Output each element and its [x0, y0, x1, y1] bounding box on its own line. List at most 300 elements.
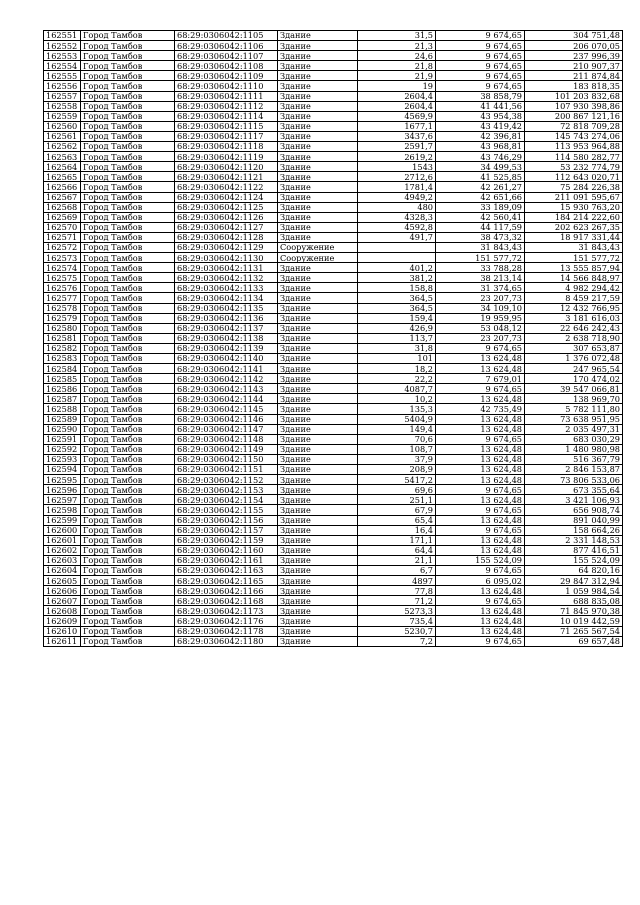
city-cell: Город Тамбов	[81, 434, 175, 444]
area-cell: 108,7	[358, 444, 436, 454]
row-number: 162553	[44, 51, 81, 61]
row-number: 162574	[44, 263, 81, 273]
row-number: 162573	[44, 253, 81, 263]
rate-cell: 38 858,79	[436, 91, 525, 101]
city-cell: Город Тамбов	[81, 202, 175, 212]
city-cell: Город Тамбов	[81, 142, 175, 152]
row-number: 162601	[44, 535, 81, 545]
value-cell: 18 917 331,44	[525, 232, 623, 242]
area-cell: 4949,2	[358, 192, 436, 202]
row-number: 162551	[44, 31, 81, 41]
city-cell: Город Тамбов	[81, 465, 175, 475]
area-cell: 5230,7	[358, 626, 436, 636]
area-cell: 22,2	[358, 374, 436, 384]
rate-cell: 13 624,48	[436, 394, 525, 404]
rate-cell: 41 441,56	[436, 101, 525, 111]
object-type-cell: Здание	[278, 152, 358, 162]
area-cell: 77,8	[358, 586, 436, 596]
object-type-cell: Здание	[278, 81, 358, 91]
rate-cell: 31 374,65	[436, 283, 525, 293]
value-cell: 2 638 718,90	[525, 333, 623, 343]
row-number: 162589	[44, 414, 81, 424]
rate-cell: 13 624,48	[436, 364, 525, 374]
rate-cell: 13 624,48	[436, 606, 525, 616]
value-cell: 656 908,74	[525, 505, 623, 515]
city-cell: Город Тамбов	[81, 212, 175, 222]
area-cell: 70,6	[358, 434, 436, 444]
table-row	[44, 222, 623, 232]
value-cell: 8 459 217,59	[525, 293, 623, 303]
cadastral-number-cell: 68:29:0306042:1122	[175, 182, 278, 192]
cadastral-number-cell: 68:29:0306042:1143	[175, 384, 278, 394]
value-cell: 69 657,48	[525, 636, 623, 646]
value-cell: 3 421 106,93	[525, 495, 623, 505]
object-type-cell: Здание	[278, 283, 358, 293]
rate-cell: 13 624,48	[436, 616, 525, 626]
object-type-cell: Здание	[278, 343, 358, 353]
table-row	[44, 333, 623, 343]
rate-cell: 33 788,28	[436, 263, 525, 273]
value-cell: 4 982 294,42	[525, 283, 623, 293]
object-type-cell: Здание	[278, 475, 358, 485]
object-type-cell: Здание	[278, 273, 358, 283]
city-cell: Город Тамбов	[81, 343, 175, 353]
object-type-cell: Здание	[278, 535, 358, 545]
cadastral-number-cell: 68:29:0306042:1126	[175, 212, 278, 222]
city-cell: Город Тамбов	[81, 263, 175, 273]
city-cell: Город Тамбов	[81, 313, 175, 323]
city-cell: Город Тамбов	[81, 525, 175, 535]
rate-cell: 34 499,53	[436, 162, 525, 172]
city-cell: Город Тамбов	[81, 323, 175, 333]
table-row	[44, 495, 623, 505]
value-cell: 891 040,99	[525, 515, 623, 525]
table-row	[44, 263, 623, 273]
value-cell: 114 580 282,77	[525, 152, 623, 162]
area-cell: 18,2	[358, 364, 436, 374]
value-cell: 71 265 567,54	[525, 626, 623, 636]
table-row	[44, 242, 623, 252]
cadastral-number-cell: 68:29:0306042:1159	[175, 535, 278, 545]
object-type-cell: Здание	[278, 525, 358, 535]
rate-cell: 9 674,65	[436, 41, 525, 51]
city-cell: Город Тамбов	[81, 444, 175, 454]
rate-cell: 155 524,09	[436, 555, 525, 565]
row-number: 162575	[44, 273, 81, 283]
row-number: 162585	[44, 374, 81, 384]
cadastral-number-cell: 68:29:0306042:1111	[175, 91, 278, 101]
row-number: 162557	[44, 91, 81, 101]
area-cell: 171,1	[358, 535, 436, 545]
object-type-cell: Здание	[278, 354, 358, 364]
area-cell: 101	[358, 354, 436, 364]
city-cell: Город Тамбов	[81, 565, 175, 575]
object-type-cell: Здание	[278, 202, 358, 212]
value-cell: 12 432 766,95	[525, 303, 623, 313]
object-type-cell: Здание	[278, 162, 358, 172]
value-cell: 1 059 984,54	[525, 586, 623, 596]
cadastral-number-cell: 68:29:0306042:1121	[175, 172, 278, 182]
object-type-cell: Здание	[278, 364, 358, 374]
row-number: 162571	[44, 232, 81, 242]
city-cell: Город Тамбов	[81, 414, 175, 424]
cadastral-number-cell: 68:29:0306042:1138	[175, 333, 278, 343]
area-cell: 401,2	[358, 263, 436, 273]
object-type-cell: Здание	[278, 303, 358, 313]
rate-cell: 53 048,12	[436, 323, 525, 333]
cadastral-number-cell: 68:29:0306042:1110	[175, 81, 278, 91]
area-cell: 2604,4	[358, 91, 436, 101]
area-cell: 21,3	[358, 41, 436, 51]
cadastral-number-cell: 68:29:0306042:1176	[175, 616, 278, 626]
table-row	[44, 555, 623, 565]
table-row	[44, 142, 623, 152]
rate-cell: 9 674,65	[436, 636, 525, 646]
row-number: 162581	[44, 333, 81, 343]
object-type-cell: Здание	[278, 263, 358, 273]
cadastral-number-cell: 68:29:0306042:1150	[175, 454, 278, 464]
area-cell: 2712,6	[358, 172, 436, 182]
cadastral-number-cell: 68:29:0306042:1141	[175, 364, 278, 374]
city-cell: Город Тамбов	[81, 626, 175, 636]
city-cell: Город Тамбов	[81, 273, 175, 283]
cadastral-number-cell: 68:29:0306042:1151	[175, 465, 278, 475]
city-cell: Город Тамбов	[81, 616, 175, 626]
table-row	[44, 111, 623, 121]
city-cell: Город Тамбов	[81, 61, 175, 71]
rate-cell: 13 624,48	[436, 454, 525, 464]
row-number: 162593	[44, 454, 81, 464]
value-cell: 101 203 832,68	[525, 91, 623, 101]
area-cell	[358, 242, 436, 252]
rate-cell: 13 624,48	[436, 515, 525, 525]
cadastral-number-cell: 68:29:0306042:1109	[175, 71, 278, 81]
row-number: 162563	[44, 152, 81, 162]
city-cell: Город Тамбов	[81, 111, 175, 121]
city-cell: Город Тамбов	[81, 41, 175, 51]
cadastral-number-cell: 68:29:0306042:1168	[175, 596, 278, 606]
table-row	[44, 313, 623, 323]
rate-cell: 42 261,27	[436, 182, 525, 192]
area-cell: 4087,7	[358, 384, 436, 394]
row-number: 162565	[44, 172, 81, 182]
city-cell: Город Тамбов	[81, 485, 175, 495]
cadastral-number-cell: 68:29:0306042:1156	[175, 515, 278, 525]
cadastral-number-cell: 68:29:0306042:1165	[175, 576, 278, 586]
row-number: 162606	[44, 586, 81, 596]
city-cell: Город Тамбов	[81, 596, 175, 606]
table-row	[44, 535, 623, 545]
city-cell: Город Тамбов	[81, 333, 175, 343]
table-row	[44, 596, 623, 606]
area-cell: 31,8	[358, 343, 436, 353]
area-cell: 71,2	[358, 596, 436, 606]
table-row	[44, 485, 623, 495]
city-cell: Город Тамбов	[81, 424, 175, 434]
area-cell: 2591,7	[358, 142, 436, 152]
table-row	[44, 404, 623, 414]
table-row	[44, 424, 623, 434]
area-cell: 364,5	[358, 303, 436, 313]
value-cell: 112 643 020,71	[525, 172, 623, 182]
cadastral-number-cell: 68:29:0306042:1135	[175, 303, 278, 313]
area-cell: 113,7	[358, 333, 436, 343]
table-row	[44, 374, 623, 384]
cadastral-number-cell: 68:29:0306042:1124	[175, 192, 278, 202]
value-cell: 200 867 121,16	[525, 111, 623, 121]
table-row	[44, 515, 623, 525]
object-type-cell: Здание	[278, 434, 358, 444]
table-row	[44, 71, 623, 81]
rate-cell: 13 624,48	[436, 495, 525, 505]
object-type-cell: Здание	[278, 172, 358, 182]
cadastral-number-cell: 68:29:0306042:1108	[175, 61, 278, 71]
area-cell: 64,4	[358, 545, 436, 555]
table-row	[44, 565, 623, 575]
cadastral-number-cell: 68:29:0306042:1128	[175, 232, 278, 242]
city-cell: Город Тамбов	[81, 364, 175, 374]
table-row	[44, 202, 623, 212]
row-number: 162554	[44, 61, 81, 71]
row-number: 162605	[44, 576, 81, 586]
cadastral-number-cell: 68:29:0306042:1120	[175, 162, 278, 172]
city-cell: Город Тамбов	[81, 253, 175, 263]
rate-cell: 42 396,81	[436, 131, 525, 141]
table-row	[44, 162, 623, 172]
area-cell: 158,8	[358, 283, 436, 293]
area-cell	[358, 253, 436, 263]
value-cell: 683 030,29	[525, 434, 623, 444]
table-row	[44, 182, 623, 192]
table-row	[44, 384, 623, 394]
value-cell: 151 577,72	[525, 253, 623, 263]
city-cell: Город Тамбов	[81, 384, 175, 394]
object-type-cell: Здание	[278, 131, 358, 141]
cadastral-number-cell: 68:29:0306042:1132	[175, 273, 278, 283]
cadastral-number-cell: 68:29:0306042:1119	[175, 152, 278, 162]
value-cell: 73 638 951,95	[525, 414, 623, 424]
object-type-cell: Здание	[278, 576, 358, 586]
value-cell: 247 965,54	[525, 364, 623, 374]
table-row	[44, 364, 623, 374]
row-number: 162608	[44, 606, 81, 616]
object-type-cell: Здание	[278, 505, 358, 515]
value-cell: 22 646 242,43	[525, 323, 623, 333]
area-cell: 65,4	[358, 515, 436, 525]
table-row	[44, 505, 623, 515]
area-cell: 21,1	[358, 555, 436, 565]
area-cell: 16,4	[358, 525, 436, 535]
value-cell: 2 846 153,87	[525, 465, 623, 475]
row-number: 162604	[44, 565, 81, 575]
table-row	[44, 606, 623, 616]
city-cell: Город Тамбов	[81, 545, 175, 555]
cadastral-number-cell: 68:29:0306042:1160	[175, 545, 278, 555]
area-cell: 21,8	[358, 61, 436, 71]
row-number: 162607	[44, 596, 81, 606]
city-cell: Город Тамбов	[81, 91, 175, 101]
city-cell: Город Тамбов	[81, 303, 175, 313]
cadastral-number-cell: 68:29:0306042:1173	[175, 606, 278, 616]
rate-cell: 33 189,09	[436, 202, 525, 212]
area-cell: 67,9	[358, 505, 436, 515]
area-cell: 1781,4	[358, 182, 436, 192]
cadastral-number-cell: 68:29:0306042:1154	[175, 495, 278, 505]
value-cell: 72 818 709,28	[525, 121, 623, 131]
area-cell: 4328,3	[358, 212, 436, 222]
value-cell: 1 376 072,48	[525, 354, 623, 364]
value-cell: 2 035 497,31	[525, 424, 623, 434]
area-cell: 6,7	[358, 565, 436, 575]
table-row	[44, 273, 623, 283]
object-type-cell: Здание	[278, 142, 358, 152]
table-row	[44, 152, 623, 162]
row-number: 162611	[44, 636, 81, 646]
area-cell: 37,9	[358, 454, 436, 464]
area-cell: 2604,4	[358, 101, 436, 111]
table-row	[44, 293, 623, 303]
object-type-cell: Здание	[278, 51, 358, 61]
row-number: 162576	[44, 283, 81, 293]
table-row	[44, 475, 623, 485]
area-cell: 31,5	[358, 31, 436, 41]
cadastral-number-cell: 68:29:0306042:1130	[175, 253, 278, 263]
value-cell: 5 782 111,80	[525, 404, 623, 414]
value-cell: 304 751,48	[525, 31, 623, 41]
area-cell: 24,6	[358, 51, 436, 61]
cadastral-number-cell: 68:29:0306042:1161	[175, 555, 278, 565]
table-row	[44, 434, 623, 444]
row-number: 162600	[44, 525, 81, 535]
row-number: 162577	[44, 293, 81, 303]
object-type-cell: Здание	[278, 192, 358, 202]
rate-cell: 42 560,41	[436, 212, 525, 222]
rate-cell: 43 954,38	[436, 111, 525, 121]
cadastral-number-cell: 68:29:0306042:1117	[175, 131, 278, 141]
area-cell: 735,4	[358, 616, 436, 626]
rate-cell: 43 419,42	[436, 121, 525, 131]
area-cell: 135,3	[358, 404, 436, 414]
row-number: 162588	[44, 404, 81, 414]
table-row	[44, 81, 623, 91]
object-type-cell: Здание	[278, 555, 358, 565]
object-type-cell: Здание	[278, 232, 358, 242]
value-cell: 53 232 774,79	[525, 162, 623, 172]
rate-cell: 13 624,48	[436, 586, 525, 596]
cadastral-number-cell: 68:29:0306042:1180	[175, 636, 278, 646]
table-row	[44, 212, 623, 222]
city-cell: Город Тамбов	[81, 555, 175, 565]
object-type-cell: Здание	[278, 394, 358, 404]
rate-cell: 13 624,48	[436, 475, 525, 485]
rate-cell: 9 674,65	[436, 596, 525, 606]
object-type-cell: Здание	[278, 121, 358, 131]
row-number: 162567	[44, 192, 81, 202]
value-cell: 211 874,84	[525, 71, 623, 81]
object-type-cell: Здание	[278, 91, 358, 101]
row-number: 162599	[44, 515, 81, 525]
value-cell: 71 845 970,38	[525, 606, 623, 616]
rate-cell: 9 674,65	[436, 81, 525, 91]
rate-cell: 9 674,65	[436, 61, 525, 71]
area-cell: 4569,9	[358, 111, 436, 121]
city-cell: Город Тамбов	[81, 81, 175, 91]
row-number: 162594	[44, 465, 81, 475]
rate-cell: 13 624,48	[436, 424, 525, 434]
object-type-cell: Здание	[278, 545, 358, 555]
area-cell: 7,2	[358, 636, 436, 646]
value-cell: 673 355,64	[525, 485, 623, 495]
table-row	[44, 323, 623, 333]
table-row	[44, 232, 623, 242]
row-number: 162566	[44, 182, 81, 192]
value-cell: 210 907,37	[525, 61, 623, 71]
city-cell: Город Тамбов	[81, 232, 175, 242]
cadastral-number-cell: 68:29:0306042:1157	[175, 525, 278, 535]
table-row	[44, 576, 623, 586]
row-number: 162583	[44, 354, 81, 364]
rate-cell: 6 095,02	[436, 576, 525, 586]
rate-cell: 9 674,65	[436, 343, 525, 353]
city-cell: Город Тамбов	[81, 475, 175, 485]
row-number: 162572	[44, 242, 81, 252]
cadastral-number-cell: 68:29:0306042:1134	[175, 293, 278, 303]
cadastral-number-cell: 68:29:0306042:1131	[175, 263, 278, 273]
cadastral-number-cell: 68:29:0306042:1105	[175, 31, 278, 41]
cadastral-number-cell: 68:29:0306042:1147	[175, 424, 278, 434]
cadastral-number-cell: 68:29:0306042:1140	[175, 354, 278, 364]
rate-cell: 13 624,48	[436, 626, 525, 636]
table-row	[44, 192, 623, 202]
object-type-cell: Сооружение	[278, 242, 358, 252]
city-cell: Город Тамбов	[81, 394, 175, 404]
value-cell: 211 091 595,67	[525, 192, 623, 202]
table-row	[44, 354, 623, 364]
cadastral-number-cell: 68:29:0306042:1114	[175, 111, 278, 121]
area-cell: 1677,1	[358, 121, 436, 131]
value-cell: 138 969,70	[525, 394, 623, 404]
object-type-cell: Здание	[278, 111, 358, 121]
table-row	[44, 121, 623, 131]
table-row	[44, 545, 623, 555]
rate-cell: 13 624,48	[436, 545, 525, 555]
object-type-cell: Здание	[278, 586, 358, 596]
value-cell: 516 367,79	[525, 454, 623, 464]
row-number: 162602	[44, 545, 81, 555]
city-cell: Город Тамбов	[81, 404, 175, 414]
value-cell: 183 818,35	[525, 81, 623, 91]
city-cell: Город Тамбов	[81, 192, 175, 202]
rate-cell: 43 968,81	[436, 142, 525, 152]
cadastral-number-cell: 68:29:0306042:1137	[175, 323, 278, 333]
area-cell: 480	[358, 202, 436, 212]
cadastral-number-cell: 68:29:0306042:1133	[175, 283, 278, 293]
value-cell: 237 996,39	[525, 51, 623, 61]
cadastral-number-cell: 68:29:0306042:1145	[175, 404, 278, 414]
city-cell: Город Тамбов	[81, 505, 175, 515]
row-number: 162603	[44, 555, 81, 565]
cadastral-number-cell: 68:29:0306042:1146	[175, 414, 278, 424]
value-cell: 307 653,87	[525, 343, 623, 353]
object-type-cell: Здание	[278, 71, 358, 81]
row-number: 162609	[44, 616, 81, 626]
object-type-cell: Здание	[278, 41, 358, 51]
cadastral-number-cell: 68:29:0306042:1115	[175, 121, 278, 131]
rate-cell: 23 207,73	[436, 333, 525, 343]
rate-cell: 151 577,72	[436, 253, 525, 263]
table-row	[44, 626, 623, 636]
cadastral-number-cell: 68:29:0306042:1136	[175, 313, 278, 323]
